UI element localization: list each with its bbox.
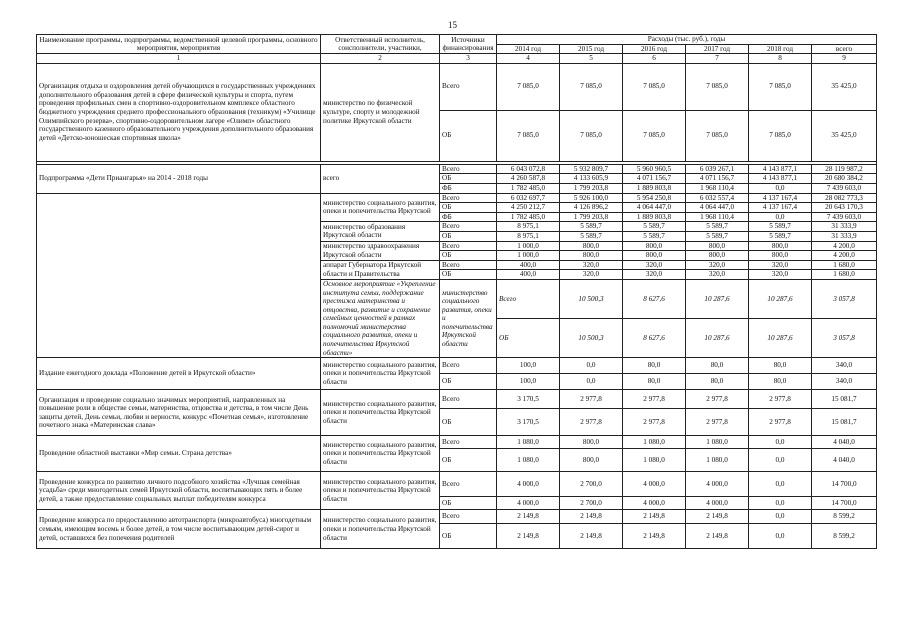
value-cell: 4 250 212,7 bbox=[497, 203, 560, 213]
value-cell: 5 589,7 bbox=[623, 222, 686, 232]
value-cell: 8 627,6 bbox=[623, 319, 686, 358]
value-cell: 4 000,0 bbox=[623, 497, 686, 510]
value-cell: 35 425,0 bbox=[812, 110, 877, 161]
budget-table bbox=[36, 34, 877, 549]
value-cell: 7 439 603,0 bbox=[812, 212, 877, 222]
value-cell: 7 085,0 bbox=[749, 63, 812, 110]
value-cell: 28 119 987,2 bbox=[812, 164, 877, 174]
value-cell: 80,0 bbox=[623, 358, 686, 374]
table-row bbox=[37, 193, 877, 203]
value-cell: 1 680,0 bbox=[812, 270, 877, 280]
value-cell: 4 143 877,1 bbox=[749, 164, 812, 174]
source-cell: ОБ bbox=[440, 231, 497, 241]
value-cell: 10 287,6 bbox=[686, 319, 749, 358]
value-cell: 4 000,0 bbox=[497, 497, 560, 510]
value-cell: 14 700,0 bbox=[812, 472, 877, 497]
value-cell: 4 040,0 bbox=[812, 449, 877, 472]
value-cell: 4 000,0 bbox=[686, 472, 749, 497]
value-cell: 4 143 877,1 bbox=[749, 174, 812, 184]
value-cell: 5 926 100,0 bbox=[560, 193, 623, 203]
value-cell: 2 977,8 bbox=[686, 409, 749, 436]
header-name: Наименование программы, подпрограммы, ведомственной целевой программы, основного мероприятия, мероприятия bbox=[37, 35, 321, 54]
page-number: 15 bbox=[448, 20, 457, 30]
value-cell: 20 680 384,2 bbox=[812, 174, 877, 184]
source-cell: ОБ bbox=[497, 319, 560, 358]
column-index: 8 bbox=[749, 54, 812, 64]
value-cell: 5 589,7 bbox=[560, 222, 623, 232]
source-cell: Всего bbox=[440, 472, 497, 497]
value-cell: 5 589,7 bbox=[749, 222, 812, 232]
source-cell: Всего bbox=[440, 222, 497, 232]
value-cell: 80,0 bbox=[623, 374, 686, 390]
column-index: 1 bbox=[37, 54, 321, 64]
value-cell: 8 975,1 bbox=[497, 222, 560, 232]
value-cell: 3 170,5 bbox=[497, 409, 560, 436]
value-cell: 8 627,6 bbox=[623, 279, 686, 318]
executor-name: министерство социального развития, опеки и попечительства Иркутской области bbox=[321, 510, 440, 549]
value-cell: 4 137 167,4 bbox=[749, 203, 812, 213]
value-cell: 0,0 bbox=[749, 183, 812, 193]
header-year: 2018 год bbox=[749, 44, 812, 54]
value-cell: 5 932 809,7 bbox=[560, 164, 623, 174]
value-cell: 15 081,7 bbox=[812, 390, 877, 409]
executor-name: министерство образования Иркутской области bbox=[321, 222, 440, 241]
value-cell: 2 149,8 bbox=[560, 510, 623, 524]
value-cell: 4 071 156,7 bbox=[686, 174, 749, 184]
value-cell: 31 333,9 bbox=[812, 231, 877, 241]
value-cell: 1 080,0 bbox=[686, 436, 749, 449]
value-cell: 2 700,0 bbox=[560, 472, 623, 497]
value-cell: 1 080,0 bbox=[497, 436, 560, 449]
header-year: 2017 год bbox=[686, 44, 749, 54]
value-cell: 800,0 bbox=[560, 251, 623, 261]
source-cell: ОБ bbox=[440, 449, 497, 472]
value-cell: 5 960 960,5 bbox=[623, 164, 686, 174]
value-cell: 320,0 bbox=[749, 260, 812, 270]
source-cell: Всего bbox=[440, 63, 497, 110]
table-row bbox=[37, 358, 877, 374]
executor-name: министерство социального развития, опеки и попечительства Иркутской bbox=[321, 193, 440, 222]
value-cell: 800,0 bbox=[560, 436, 623, 449]
source-cell: ОБ bbox=[440, 524, 497, 549]
main-event-name: Основное мероприятие «Укрепление института семьи, поддержание престижа материнства и отцовства, развитие и сохранение семейных ценностей в рамках полномочий министерства социального развития, опеки и попечительства Иркутской области» bbox=[321, 279, 440, 357]
value-cell: 0,0 bbox=[749, 436, 812, 449]
empty-cell bbox=[37, 193, 321, 358]
value-cell: 4 133 605,9 bbox=[560, 174, 623, 184]
value-cell: 4 000,0 bbox=[686, 497, 749, 510]
value-cell: 0,0 bbox=[749, 472, 812, 497]
value-cell: 10 287,6 bbox=[749, 319, 812, 358]
value-cell: 1 782 485,0 bbox=[497, 183, 560, 193]
value-cell: 1 680,0 bbox=[812, 260, 877, 270]
table-row bbox=[37, 510, 877, 524]
source-cell: ФБ bbox=[440, 212, 497, 222]
value-cell: 320,0 bbox=[560, 260, 623, 270]
value-cell: 7 085,0 bbox=[560, 110, 623, 161]
value-cell: 4 000,0 bbox=[497, 472, 560, 497]
source-cell: Всего bbox=[440, 390, 497, 409]
table-row bbox=[37, 436, 877, 449]
value-cell: 4 000,0 bbox=[623, 472, 686, 497]
value-cell: 6 032 557,4 bbox=[686, 193, 749, 203]
value-cell: 3 170,5 bbox=[497, 390, 560, 409]
event-name: Проведение конкурса по развитию личного подсобного хозяйства «Лучшая семейная усадьба» среди многодетных семей Иркутской области, воспитывающих пять и более детей, а также предоставление социальных выплат победителям конкурса bbox=[37, 472, 321, 510]
value-cell: 320,0 bbox=[686, 270, 749, 280]
value-cell: 80,0 bbox=[749, 374, 812, 390]
value-cell: 4 064 447,0 bbox=[623, 203, 686, 213]
value-cell: 0,0 bbox=[749, 449, 812, 472]
executor-name: министерство социального развития, опеки и попечительства Иркутской области bbox=[321, 390, 440, 436]
column-index: 4 bbox=[497, 54, 560, 64]
value-cell: 400,0 bbox=[497, 260, 560, 270]
source-cell: ОБ bbox=[440, 110, 497, 161]
value-cell: 800,0 bbox=[749, 251, 812, 261]
value-cell: 4 200,0 bbox=[812, 251, 877, 261]
value-cell: 4 200,0 bbox=[812, 241, 877, 251]
table-row bbox=[37, 472, 877, 497]
value-cell: 1 968 110,4 bbox=[686, 212, 749, 222]
value-cell: 2 149,8 bbox=[497, 510, 560, 524]
value-cell: 5 954 250,8 bbox=[623, 193, 686, 203]
value-cell: 0,0 bbox=[749, 212, 812, 222]
executor-name: министерство здравоохранения Иркутской области bbox=[321, 241, 440, 260]
value-cell: 2 149,8 bbox=[560, 524, 623, 549]
value-cell: 2 700,0 bbox=[560, 497, 623, 510]
source-cell: Всего bbox=[440, 510, 497, 524]
value-cell: 80,0 bbox=[749, 358, 812, 374]
value-cell: 2 149,8 bbox=[623, 524, 686, 549]
value-cell: 5 589,7 bbox=[686, 222, 749, 232]
value-cell: 320,0 bbox=[623, 260, 686, 270]
value-cell: 2 977,8 bbox=[749, 390, 812, 409]
header-year: 2014 год bbox=[497, 44, 560, 54]
header-expenses: Расходы (тыс. руб.), годы bbox=[497, 35, 877, 45]
value-cell: 7 085,0 bbox=[686, 110, 749, 161]
value-cell: 2 977,8 bbox=[623, 390, 686, 409]
value-cell: 2 149,8 bbox=[686, 524, 749, 549]
value-cell: 7 085,0 bbox=[686, 63, 749, 110]
event-name: Организация и проведение социально значимых мероприятий, направленных на повышение роли в обществе семьи, материнства, отцовства и детства, в том числе День защиты детей, День семьи, любви и верности, конкурс «Почетная семья», изготовление почетного знака «Материнская слава» bbox=[37, 390, 321, 436]
value-cell: 1 889 803,8 bbox=[623, 212, 686, 222]
table-row bbox=[37, 63, 877, 110]
header-source: Источники финансирования bbox=[440, 35, 497, 54]
value-cell: 2 977,8 bbox=[560, 409, 623, 436]
value-cell: 80,0 bbox=[686, 374, 749, 390]
event-name: Организация отдыха и оздоровления детей обучающихся в государственных учреждениях дополнительного образования детей в сфере физической культуры и спорта, путем проведения профильных смен в спортивно-оздоровительном комплексе областного бюджетного учреждения среднего профессионального образования (техникум) «Училище Олимпийского резерва», спортивно-оздоровительном лагере «Олимп» областного государственного казенного образовательного учреждения дополнительного образования детей «Детско-юношеская спортивная школа» bbox=[37, 63, 321, 161]
column-index-row bbox=[37, 54, 877, 64]
value-cell: 8 599,2 bbox=[812, 524, 877, 549]
value-cell: 28 082 773,3 bbox=[812, 193, 877, 203]
value-cell: 800,0 bbox=[623, 251, 686, 261]
column-index: 3 bbox=[440, 54, 497, 64]
value-cell: 5 589,7 bbox=[749, 231, 812, 241]
value-cell: 100,0 bbox=[497, 358, 560, 374]
value-cell: 3 057,8 bbox=[812, 279, 877, 318]
value-cell: 1 080,0 bbox=[623, 436, 686, 449]
executor-name: министерство социального развития, опеки и попечительства Иркутской области bbox=[440, 279, 497, 357]
value-cell: 800,0 bbox=[749, 241, 812, 251]
value-cell: 0,0 bbox=[560, 374, 623, 390]
value-cell: 5 589,7 bbox=[623, 231, 686, 241]
value-cell: 10 500,3 bbox=[560, 319, 623, 358]
value-cell: 3 057,8 bbox=[812, 319, 877, 358]
value-cell: 800,0 bbox=[686, 251, 749, 261]
value-cell: 1 799 203,8 bbox=[560, 183, 623, 193]
header-year: 2015 год bbox=[560, 44, 623, 54]
source-cell: ОБ bbox=[440, 251, 497, 261]
value-cell: 7 085,0 bbox=[623, 110, 686, 161]
source-cell: ОБ bbox=[440, 374, 497, 390]
executor-name: всего bbox=[321, 164, 440, 193]
column-index: 5 bbox=[560, 54, 623, 64]
value-cell: 10 287,6 bbox=[749, 279, 812, 318]
table-row bbox=[37, 390, 877, 409]
value-cell: 1 000,0 bbox=[497, 251, 560, 261]
value-cell: 6 039 267,1 bbox=[686, 164, 749, 174]
value-cell: 2 149,8 bbox=[686, 510, 749, 524]
header-executor: Ответственный исполнитель, соисполнители, участники, bbox=[321, 35, 440, 54]
source-cell: ОБ bbox=[440, 174, 497, 184]
value-cell: 800,0 bbox=[623, 241, 686, 251]
value-cell: 100,0 bbox=[497, 374, 560, 390]
value-cell: 7 085,0 bbox=[560, 63, 623, 110]
header-total: всего bbox=[812, 44, 877, 54]
executor-name: министерство по физической культуре, спорту и молодежной политике Иркутской области bbox=[321, 63, 440, 161]
value-cell: 4 071 156,7 bbox=[623, 174, 686, 184]
value-cell: 7 085,0 bbox=[497, 110, 560, 161]
value-cell: 2 977,8 bbox=[623, 409, 686, 436]
value-cell: 4 126 896,2 bbox=[560, 203, 623, 213]
value-cell: 8 599,2 bbox=[812, 510, 877, 524]
value-cell: 35 425,0 bbox=[812, 63, 877, 110]
value-cell: 1 799 203,8 bbox=[560, 212, 623, 222]
value-cell: 15 081,7 bbox=[812, 409, 877, 436]
value-cell: 6 032 697,7 bbox=[497, 193, 560, 203]
source-cell: Всего bbox=[440, 193, 497, 203]
header-row bbox=[37, 35, 877, 45]
value-cell: 4 260 587,8 bbox=[497, 174, 560, 184]
value-cell: 20 643 170,3 bbox=[812, 203, 877, 213]
column-index: 9 bbox=[812, 54, 877, 64]
value-cell: 1 968 110,4 bbox=[686, 183, 749, 193]
value-cell: 2 977,8 bbox=[560, 390, 623, 409]
value-cell: 7 085,0 bbox=[749, 110, 812, 161]
value-cell: 320,0 bbox=[623, 270, 686, 280]
value-cell: 2 977,8 bbox=[686, 390, 749, 409]
source-cell: Всего bbox=[440, 164, 497, 174]
value-cell: 7 085,0 bbox=[497, 63, 560, 110]
value-cell: 0,0 bbox=[560, 358, 623, 374]
value-cell: 320,0 bbox=[686, 260, 749, 270]
value-cell: 2 977,8 bbox=[749, 409, 812, 436]
event-name: Проведение областной выставки «Мир семьи. Страна детства» bbox=[37, 436, 321, 472]
value-cell: 5 589,7 bbox=[560, 231, 623, 241]
value-cell: 0,0 bbox=[749, 510, 812, 524]
source-cell: Всего bbox=[440, 358, 497, 374]
value-cell: 10 500,3 bbox=[560, 279, 623, 318]
value-cell: 10 287,6 bbox=[686, 279, 749, 318]
value-cell: 800,0 bbox=[560, 241, 623, 251]
source-cell: ОБ bbox=[440, 409, 497, 436]
value-cell: 320,0 bbox=[560, 270, 623, 280]
column-index: 6 bbox=[623, 54, 686, 64]
value-cell: 1 889 803,8 bbox=[623, 183, 686, 193]
executor-name: министерство социального развития, опеки и попечительства Иркутской области bbox=[321, 436, 440, 472]
event-name: Проведение конкурса по предоставлению автотранспорта (микроавтобуса) многодетным семьям, имеющим восемь и более детей, в том числе воспитывающим детей-сирот и детей, оставшихся без попечения родителей bbox=[37, 510, 321, 549]
value-cell: 1 080,0 bbox=[497, 449, 560, 472]
value-cell: 7 085,0 bbox=[623, 63, 686, 110]
value-cell: 14 700,0 bbox=[812, 497, 877, 510]
column-index: 7 bbox=[686, 54, 749, 64]
value-cell: 2 149,8 bbox=[497, 524, 560, 549]
value-cell: 340,0 bbox=[812, 374, 877, 390]
value-cell: 6 043 072,8 bbox=[497, 164, 560, 174]
value-cell: 2 149,8 bbox=[623, 510, 686, 524]
value-cell: 5 589,7 bbox=[686, 231, 749, 241]
value-cell: 800,0 bbox=[560, 449, 623, 472]
value-cell: 0,0 bbox=[749, 497, 812, 510]
source-cell: ОБ bbox=[440, 203, 497, 213]
value-cell: 1 782 485,0 bbox=[497, 212, 560, 222]
value-cell: 1 000,0 bbox=[497, 241, 560, 251]
value-cell: 0,0 bbox=[749, 524, 812, 549]
source-cell: Всего bbox=[440, 260, 497, 270]
value-cell: 320,0 bbox=[749, 270, 812, 280]
value-cell: 800,0 bbox=[686, 241, 749, 251]
value-cell: 340,0 bbox=[812, 358, 877, 374]
table-row bbox=[37, 164, 877, 174]
source-cell: Всего bbox=[497, 279, 560, 318]
value-cell: 1 080,0 bbox=[686, 449, 749, 472]
column-index: 2 bbox=[321, 54, 440, 64]
executor-name: министерство социального развития, опеки и попечительства Иркутской области bbox=[321, 472, 440, 510]
value-cell: 400,0 bbox=[497, 270, 560, 280]
value-cell: 4 137 167,4 bbox=[749, 193, 812, 203]
source-cell: ФБ bbox=[440, 183, 497, 193]
value-cell: 4 064 447,0 bbox=[686, 203, 749, 213]
executor-name: министерство социального развития, опеки и попечительства Иркутской области bbox=[321, 358, 440, 390]
value-cell: 7 439 603,0 bbox=[812, 183, 877, 193]
source-cell: ОБ bbox=[440, 270, 497, 280]
value-cell: 31 333,9 bbox=[812, 222, 877, 232]
value-cell: 1 080,0 bbox=[623, 449, 686, 472]
header-year: 2016 год bbox=[623, 44, 686, 54]
source-cell: Всего bbox=[440, 241, 497, 251]
executor-name: аппарат Губернатора Иркутской области и Правительства bbox=[321, 260, 440, 279]
value-cell: 4 040,0 bbox=[812, 436, 877, 449]
source-cell: ОБ bbox=[440, 497, 497, 510]
value-cell: 80,0 bbox=[686, 358, 749, 374]
source-cell: Всего bbox=[440, 436, 497, 449]
subprogram-name: Подпрограмма «Дети Приангарья» на 2014 - 2018 годы bbox=[37, 164, 321, 193]
value-cell: 8 975,1 bbox=[497, 231, 560, 241]
event-name: Издание ежегодного доклада «Положение детей в Иркутской области» bbox=[37, 358, 321, 390]
